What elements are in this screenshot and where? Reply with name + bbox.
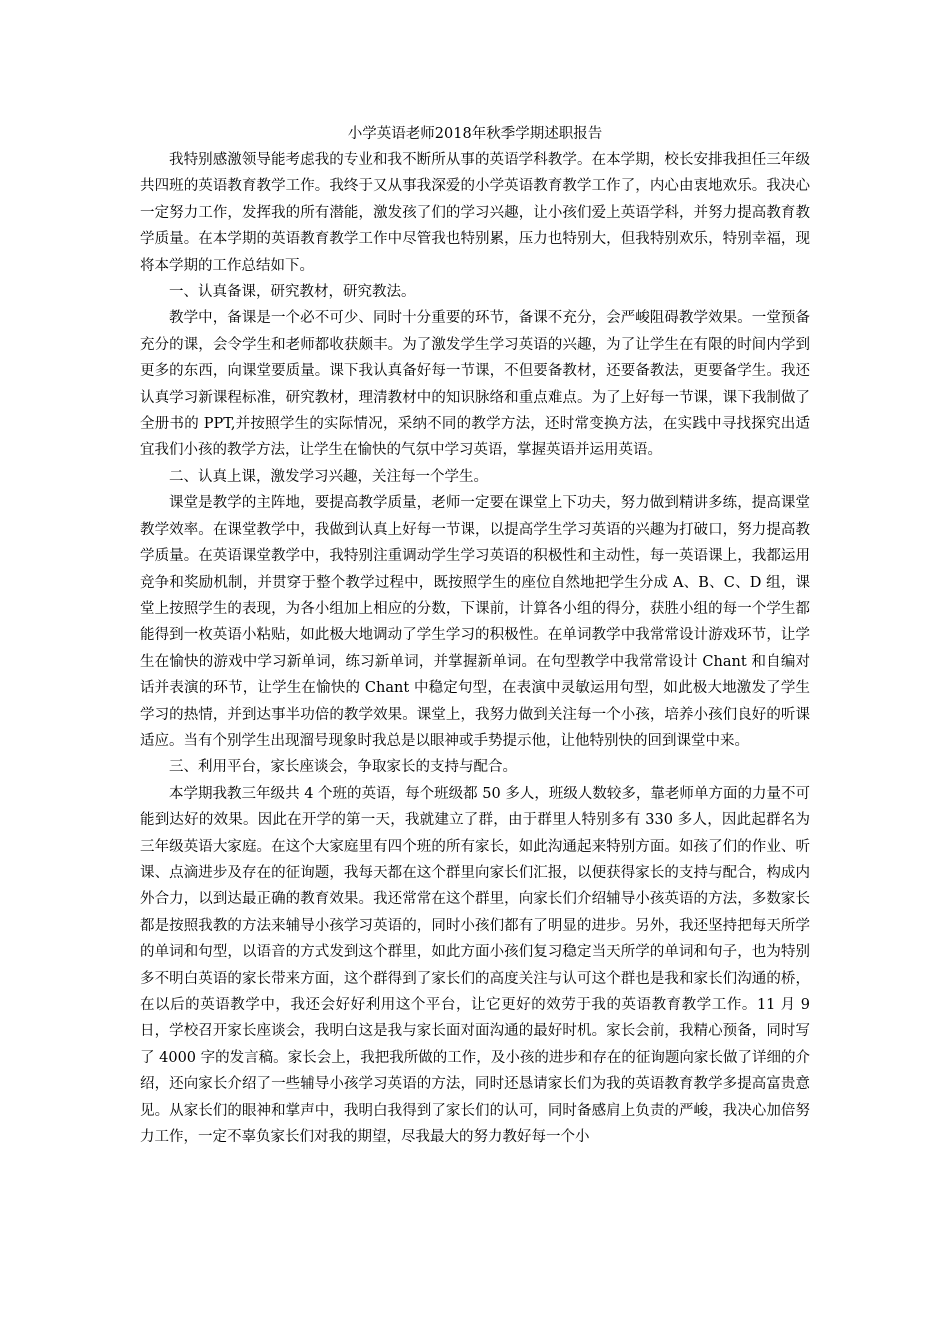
section-body-1: 教学中，备课是一个必不可少、同时十分重要的环节，备课不充分，会严峻阻碍教学效果。一堂预备充分的课，会令学生和老师都收获颇丰。为了激发学生学习英语的兴趣，为了让学生在有限的时间内学到更多的东西，向课堂要质量。课下我认真备好每一节课，不但要备教材，还要备教法，更要备学生。我还认真学习新课程标准，研究教材，理清教材中的知识脉络和重点难点。为了上好每一节课，课下我制做了全册书的 PPT,并按照学生的实际情况，采纳不同的教学方法，还时常变换方法，在实践中寻找探究出适宜我们小孩的教学方法，让学生在愉快的气氛中学习英语，掌握英语并运用英语。 xyxy=(140,310,810,459)
section-body-3: 本学期我教三年级共 4 个班的英语，每个班级都 50 多人，班级人数较多，靠老师单方面的力量不可能到达好的效果。因此在开学的第一天，我就建立了群，由于群里人特别多有 330 多人，因此起群名为三年级英语大家庭。在这个大家庭里有四个班的所有家长，如此沟通起来特别方面。如孩了们的作业、听课、点滴进步及存在的征询题，我每天都在这个群里向家长们汇报，以便获得家长的支持与配合，构成内外合力，以到达最正确的教育效果。我还常常在这个群里，向家长们介绍辅导小孩英语的方法，多数家长都是按照我教的方法来辅导小孩学习英语的，同时小孩们都有了明显的进步。另外，我还坚持把每天所学的单词和句型，以语音的方式发到这个群里，如此方面小孩们复习稳定当天所学的单词和句子，也为特别多不明白英语的家长带来方面，这个群得到了家长们的高度关注与认可这个群也是我和家长们沟通的桥，在以后的英语教学中，我还会好好利用这个平台，让它更好的效劳于我的英语教育教学工作。11 月 9 日，学校召开家长座谈会，我明白这是我与家长面对面沟通的最好时机。家长会前，我精心预备，同时写了 4000 字的发言稿。家长会上，我把我所做的工作，及小孩的进步和存在的征询题向家长做了详细的介绍，还向家长介绍了一些辅导小孩学习英语的方法，同时还恳请家长们为我的英语教育教学多提高富贵意见。从家长们的眼神和掌声中，我明白我得到了家长们的认可，同时备感肩上负责的严峻，我决心加倍努力工作，一定不辜负家长们对我的期望，尽我最大的努力教好每一个小 xyxy=(140,785,810,1146)
section-heading-1: 一、认真备课，研究教材，研究教法。 xyxy=(169,284,416,301)
document-title: 小学英语老师2018年秋季学期述职报告 xyxy=(347,126,603,142)
section-heading-3: 三、利用平台，家长座谈会，争取家长的支持与配合。 xyxy=(169,759,517,776)
section-heading-2: 二、认真上课，激发学习兴趣，关注每一个学生。 xyxy=(169,468,488,485)
section-body-2: 课堂是教学的主阵地，要提高教学质量，老师一定要在课堂上下功夫，努力做到精讲多练，提高课堂教学效率。在课堂教学中，我做到认真上好每一节课，以提高学生学习英语的兴趣为打破口，努力提高教学质量。在英语课堂教学中，我特别注重调动学生学习英语的积极性和主动性，每一英语课上，我都运用竞争和奖励机制，并贯穿于整个教学过程中，既按照学生的座位自然地把学生分成 A、B、C、D 组，课堂上按照学生的表现，为各小组加上相应的分数，下课前，计算各小组的得分，获胜小组的每一个学生都能得到一枚英语小粘贴，如此极大地调动了学生学习的积极性。在单词教学中我常常设计游戏环节，让学生在愉快的游戏中学习新单词，练习新单词，并掌握新单词。在句型教学中我常常设计 Chant 和自编对话并表演的环节，让学生在愉快的 Chant 中稳定句型，在表演中灵敏运用句型，如此极大地激发了学生学习的热情，并到达事半功倍的教学效果。课堂上，我努力做到关注每一个小孩，培养小孩们良好的听课适应。当有个别学生出现溜号现象时我总是以眼神或手势提示他，让他特别快的回到课堂中来。 xyxy=(140,495,810,749)
intro-paragraph: 我特别感激领导能考虑我的专业和我不断所从事的英语学科教学。在本学期，校长安排我担任三年级共四班的英语教育教学工作。我终于又从事我深爱的小学英语教育教学工作了，内心由衷地欢乐。我决心一定努力工作，发挥我的所有潜能，激发孩了们的学习兴趣，让小孩们爱上英语学科，并努力提高教育教学质量。在本学期的英语教育教学工作中尽管我也特别累，压力也特别大，但我特别欢乐，特别幸福，现将本学期的工作总结如下。 xyxy=(140,152,810,274)
document-page xyxy=(140,121,810,1150)
